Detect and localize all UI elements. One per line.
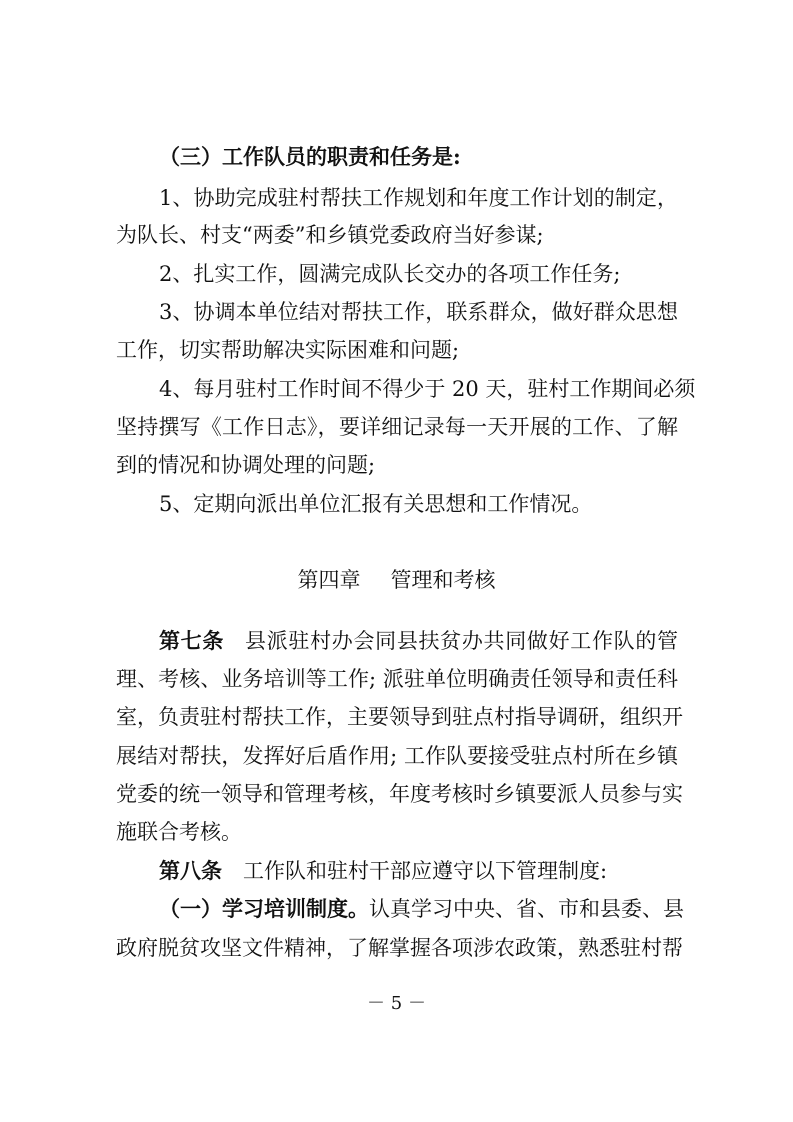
page-number: － 5 －	[367, 993, 426, 1014]
paragraph-line: 坚持撰写《工作日志》，要详细记录每一天开展的工作、了解	[116, 415, 678, 439]
article-text: 县派驻村办会同县扶贫办共同做好工作队的管	[245, 629, 678, 653]
paragraph-line: 3、协调本单位结对帮扶工作，联系群众，做好群众思想	[159, 300, 678, 324]
paragraph-line: 室，负责驻村帮扶工作，主要领导到驻点村指导调研，组织开	[116, 705, 683, 729]
paragraph-line: 为队长、村支“两委”和乡镇党委政府当好参谋;	[116, 223, 544, 247]
paragraph-line: 5、定期向派出单位汇报有关思想和工作情况。	[159, 492, 593, 516]
article-label: 第七条	[159, 628, 225, 653]
article-text: 工作队和驻村干部应遵守以下管理制度:	[243, 859, 608, 883]
article-label: 第八条	[159, 858, 222, 883]
paragraph-line: 1、协助完成驻村帮扶工作规划和年度工作计划的制定，	[159, 186, 678, 210]
subsection-label: （一）学习培训制度。	[159, 896, 369, 921]
paragraph-line: 到的情况和协调处理的问题;	[116, 453, 376, 477]
paragraph-line: 4、每月驻村工作时间不得少于 20 天，驻村工作期间必须	[159, 377, 696, 401]
section-heading: （三）工作队员的职责和任务是:	[159, 144, 461, 169]
chapter-title: 管理和考核	[390, 568, 496, 592]
paragraph-line: 2、扎实工作，圆满完成队长交办的各项工作任务;	[159, 262, 621, 286]
article-line	[159, 894, 684, 924]
article-line	[159, 626, 678, 656]
paragraph-line: 理、考核、业务培训等工作; 派驻单位明确责任领导和责任科	[116, 667, 678, 691]
paragraph-line: 展结对帮扶，发挥好后盾作用; 工作队要接受驻点村所在乡镇	[116, 744, 678, 768]
paragraph-line: 工作，切实帮助解决实际困难和问题;	[116, 338, 460, 362]
chapter-number: 第四章	[297, 568, 361, 592]
chapter-heading	[0, 565, 793, 595]
paragraph-line: 政府脱贫攻坚文件精神，了解掌握各项涉农政策，熟悉驻村帮	[116, 936, 683, 960]
article-line	[159, 856, 678, 886]
paragraph-line: 施联合考核。	[116, 820, 242, 844]
paragraph-line: 党委的统一领导和管理考核，年度考核时乡镇要派人员参与实	[116, 782, 683, 806]
subsection-text: 认真学习中央、省、市和县委、县	[369, 897, 684, 921]
